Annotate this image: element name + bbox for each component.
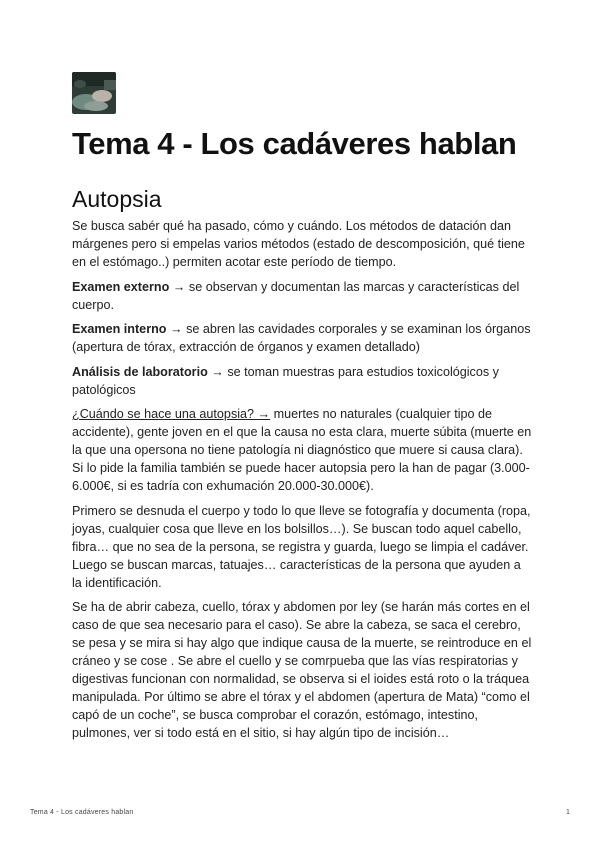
intro-paragraph: Se busca sabér qué ha pasado, cómo y cuándo. Los métodos de datación dan márgenes pero si empelas varios métodos (estado de descomposición, qué tiene en el estómago..) permiten acotar este período de tiempo.: [72, 219, 525, 269]
page-number: 1: [566, 809, 570, 816]
when-autopsy-paragraph: [72, 405, 532, 495]
arrow-text: →: [207, 364, 228, 379]
lab-analysis-paragraph: [72, 363, 532, 399]
arrow-text: →: [166, 322, 187, 336]
page-cover-image: [72, 72, 116, 114]
opening-paragraph: Se ha de abrir cabeza, cuello, tórax y abdomen por ley (se harán más cortes en el caso de que sea necesario para el caso). Se abre la cabeza, se saca el cerebro, se pesa y se mira si hay algo que indique causa de la muerte, se reintroduce en el cráneo y se cose . Se abre el cuello y se comrpueba que las vías respiratorias y digestivas funcionan con normalidad, se observa si el ioides está roto o la tráquea manipulada. Por último se abre el tórax y el abdomen (apertura de Mata) “como el capó de un coche”, se busca comprobar el corazón, estómago, intestino, pulmones, ver si todo está en el sitio, si hay algún tipo de incisión…: [72, 600, 532, 740]
procedure-paragraph: Primero se desnuda el cuerpo y todo lo que lleve se fotografía y documenta (ropa, joyas, cualquier cosa que lleve en los bolsillos…). Se buscan todo aquel cabello, fibra… que no sea de la persona, se registra y guarda, luego se limpia el cadáver. Luego se buscan marcas, tatuajes… características de la persona que ayuden a la identificación.: [72, 503, 531, 590]
when-autopsy-text: muertes no naturales (cualquier tipo de accidente), gente joven en el que la causa no esta clara, muerte súbita (muerte en la que una opersona no tiene patología ni diagnóstico que muere si causa clara). Si lo pide la familia también se puede hacer autopsia pero la han de pagar (3.000-6.000€, si es tadría con exhumación 20.000-30.000€).: [72, 407, 532, 493]
arrow-text: →: [169, 279, 189, 294]
page-title: Tema 4 - Los cadáveres hablan: [72, 126, 517, 161]
when-autopsy-question: ¿Cuándo se hace una autopsia? →: [72, 407, 271, 421]
internal-exam-text: se abren las cavidades corporales y se examinan los órganos (apertura de tórax, extracción de órganos y examen detallado): [72, 322, 531, 354]
internal-exam-paragraph: [72, 320, 532, 356]
external-exam-label: Examen externo: [72, 279, 170, 294]
document-body: [72, 217, 532, 749]
lab-analysis-text: se toman muestras para estudios toxicológicos y patológicos: [72, 364, 499, 397]
section-heading: Autopsia: [72, 186, 162, 212]
footer-title: Tema 4 - Los cadáveres hablan: [30, 809, 134, 816]
lab-analysis-label: Análisis de laboratorio: [72, 364, 208, 379]
internal-exam-label: Examen interno: [72, 322, 167, 336]
external-exam-text: se observan y documentan las marcas y características del cuerpo.: [72, 279, 520, 312]
external-exam-paragraph: [72, 278, 532, 314]
